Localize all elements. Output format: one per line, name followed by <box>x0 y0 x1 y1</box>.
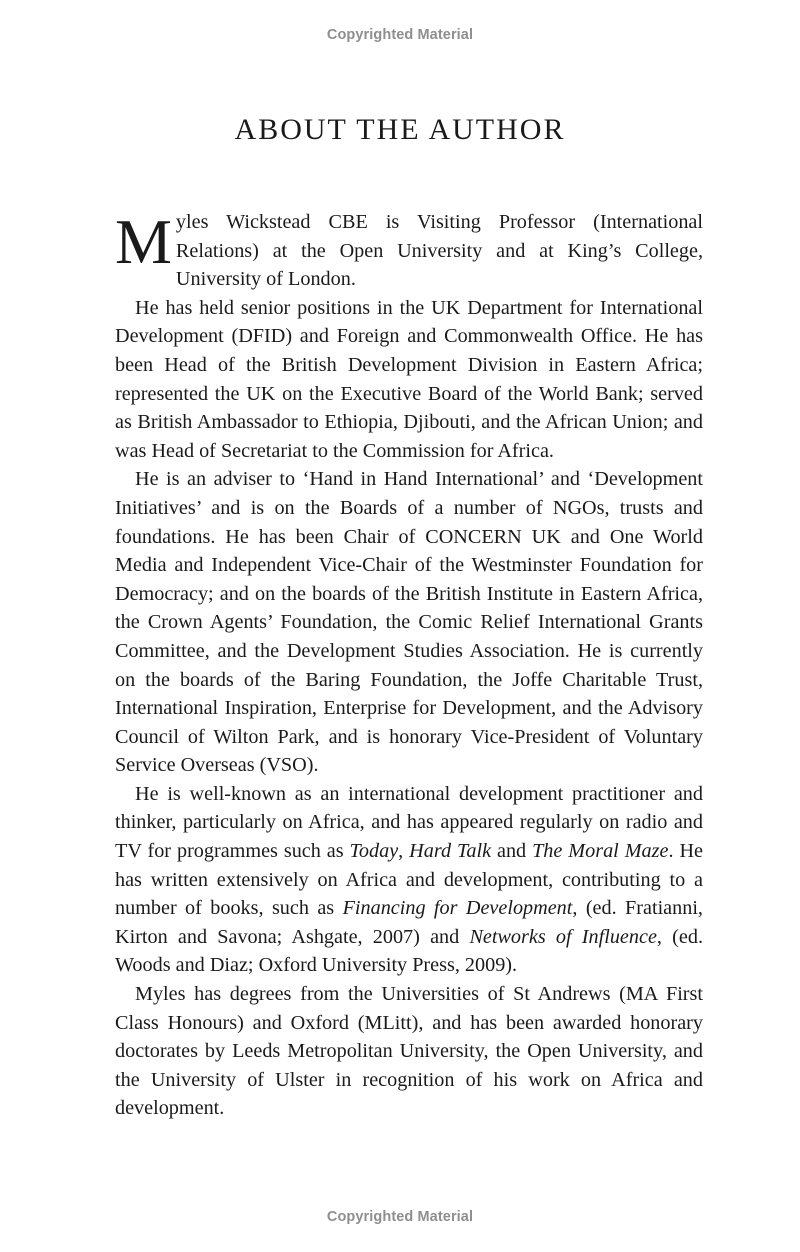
p4-italic-today: Today <box>349 840 399 863</box>
p4-italic-financing: Financing for Development <box>342 897 573 920</box>
p4-text-1: He is well-known as an international development practitioner and thinker, particularly on Africa, and has appeared regularly on radio and TV for programmes such as <box>115 782 703 863</box>
p4-italic-moral-maze: The Moral Maze <box>532 840 669 863</box>
watermark-bottom: Copyrighted Material <box>326 1209 474 1225</box>
author-bio <box>115 208 703 1123</box>
p4-italic-hard-talk: Hard Talk <box>409 840 492 863</box>
p4-text-4: . He has written extensively on Africa and development, contributing to a number of books, such as <box>115 840 703 920</box>
page-title: ABOUT THE AUTHOR <box>234 113 566 146</box>
p4-text-2: , <box>398 840 410 863</box>
p4-italic-networks: Networks of Influence <box>469 925 657 948</box>
paragraph-1-text: yles Wickstead CBE is Visiting Professor (International Relations) at the Open University and at King’s College, University of London. <box>175 211 703 291</box>
paragraph-4 <box>115 780 703 980</box>
paragraph-3: He is an adviser to ‘Hand in Hand International’ and ‘Development Initiatives’ and is on the Boards of a number of NGOs, trusts and foundations. He has been Chair of CONCERN UK and One World Media and Independent Vice-Chair of the Westminster Foundation for Democracy; and on the boards of the British Institute in Eastern Africa, the Crown Agents’ Foundation, the Comic Relief International Grants Committee, and the Development Studies Association. He is currently on the boards of the Baring Foundation, the Joffe Charitable Trust, International Inspiration, Enterprise for Development, and the Advisory Council of Wilton Park, and is honorary Vice-President of Voluntary Service Overseas (VSO). <box>115 468 703 777</box>
paragraph-1 <box>115 208 703 294</box>
paragraph-5: Myles has degrees from the Universities of St Andrews (MA First Class Honours) and Oxford (MLitt), and has been awarded honorary doctorates by Leeds Metropolitan University, the Open University, and the University of Ulster in recognition of his work on Africa and development. <box>115 983 703 1120</box>
p4-text-5: , (ed. Fratianni, Kirton and Savona; Ashgate, 2007) and <box>115 897 703 948</box>
drop-cap: M <box>115 206 172 277</box>
watermark-top: Copyrighted Material <box>326 27 474 43</box>
paragraph-2: He has held senior positions in the UK Department for International Development (DFID) and Foreign and Commonwealth Office. He has been Head of the British Development Division in Eastern Africa; represented the UK on the Executive Board of the World Bank; served as British Ambassador to Ethiopia, Djibouti, and the African Union; and was Head of Secretariat to the Commission for Africa. <box>115 296 703 462</box>
p4-text-6: , (ed. Woods and Diaz; Oxford University Press, 2009). <box>115 925 703 977</box>
p4-text-3: and <box>491 840 533 863</box>
